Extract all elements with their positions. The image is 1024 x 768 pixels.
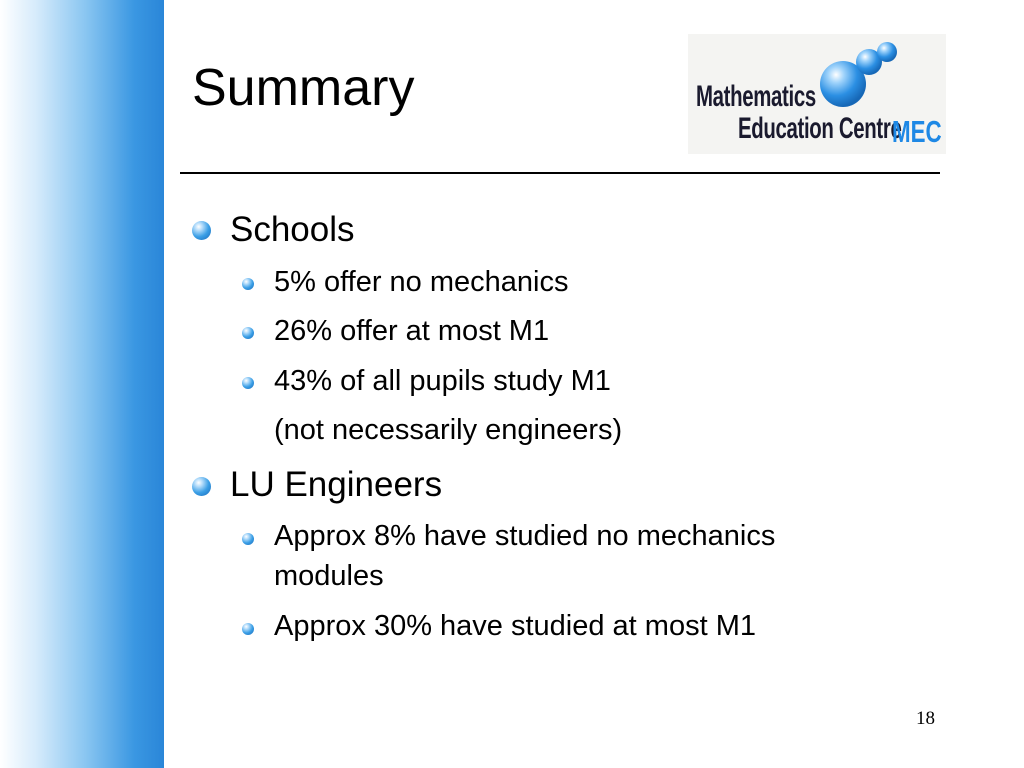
sub-bullet: Approx 8% have studied no mechanics [274,520,776,552]
sub-bullet: 43% of all pupils study M1 [274,365,611,397]
logo-line-1: Mathematics [696,80,816,113]
bullet-icon [192,477,211,496]
sub-bullet-continuation: (not necessarily engineers) [274,414,623,446]
logo-line-2: Education Centre [738,112,902,145]
sub-bullet-icon [242,327,254,339]
bullet-heading: Schools [230,210,355,249]
logo-abbr: MEC [892,114,942,149]
sub-bullet: Approx 30% have studied at most M1 [274,610,756,642]
sub-bullet-continuation: modules [274,560,384,592]
sub-bullet-icon [242,377,254,389]
sub-bullet: 5% offer no mechanics [274,266,569,298]
sub-bullet-icon [242,278,254,290]
bullet-heading: LU Engineers [230,465,443,504]
bullet-icon [192,221,211,240]
sub-bullet-icon [242,533,254,545]
sub-bullet: 26% offer at most M1 [274,315,550,347]
page-number: 18 [916,708,935,729]
sub-bullet-icon [242,623,254,635]
slide-title: Summary [192,59,415,117]
